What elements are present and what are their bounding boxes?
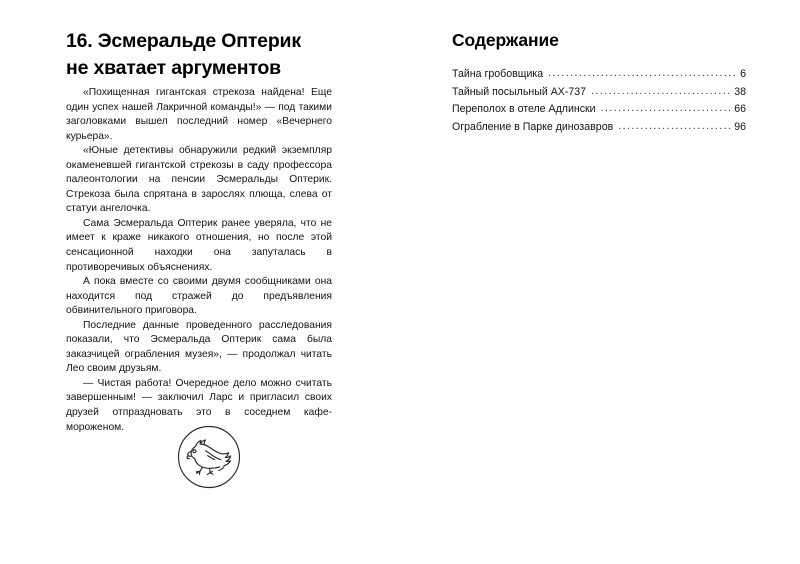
toc-dot-leader [591, 83, 732, 101]
toc-entry-title: Переполох в отеле Адлински [452, 103, 596, 116]
toc-entry-title: Тайный посыльный АХ-737 [452, 85, 587, 98]
toc-entry-page: 38 [734, 85, 746, 98]
toc-entry-title: Ограбление в Парке динозавров [452, 120, 614, 133]
toc-entry[interactable] [452, 119, 746, 137]
body-paragraph: Сама Эсмеральда Оптерик ранее уверяла, что не имеет к краже никакого отношения, но после этой сенсационной находки она запуталась в противоречивых объяснениях. [66, 217, 332, 273]
toc-dot-leader [548, 65, 738, 83]
body-paragraph: Последние данные проведенного расследования показали, что Эсмеральда Оптерик сама была заказчицей ограбления музея», — продолжал читать Лео своим друзьям. [66, 319, 332, 375]
toc-entry-title: Тайна гробовщика [452, 68, 544, 80]
toc-entry[interactable] [452, 101, 746, 119]
table-of-contents-title: Содержание [452, 30, 559, 50]
right-page [400, 0, 800, 564]
chapter-title-line-1: 16. Эсмеральде Оптерик [66, 30, 301, 52]
body-paragraph: «Юные детективы обнаружили редкий экземпляр окаменевшей гигантской стрекозы в саду профессора палеонтологии на пенсии Эсмеральды Оптерик. Стрекоза была спрятана в зарослях плюща, слева от статуи ангелочка. [66, 145, 332, 215]
body-text-column [66, 86, 332, 435]
body-paragraph: «Похищенная гигантская стрекоза найдена! Еще один успех нашей Лакричной команды!» — под такими заголовками вышел последний номер «Вечернего курьера». [66, 87, 332, 142]
chapter-title [66, 28, 336, 81]
table-of-contents-list [452, 66, 746, 136]
toc-entry-page: 6 [740, 68, 746, 80]
toc-dot-leader [618, 118, 732, 136]
toc-entry[interactable] [452, 66, 746, 84]
body-paragraph: А пока вместе со своими двумя сообщниками она находится под стражей до предъявления обвинительного приговора. [66, 276, 332, 317]
toc-entry-page: 66 [734, 103, 746, 116]
toc-entry[interactable] [452, 84, 746, 102]
toc-entry-page: 96 [734, 120, 746, 133]
toc-dot-leader [601, 100, 733, 118]
chapter-title-line-2: не хватает аргументов [66, 56, 281, 79]
bird-in-circle-emblem [169, 417, 249, 497]
body-paragraph: — Чистая работа! Очередное дело можно считать завершенным! — заключил Ларс и пригласил своих друзей отпраздновать это в соседнем кафе-мороженом. [66, 377, 332, 433]
